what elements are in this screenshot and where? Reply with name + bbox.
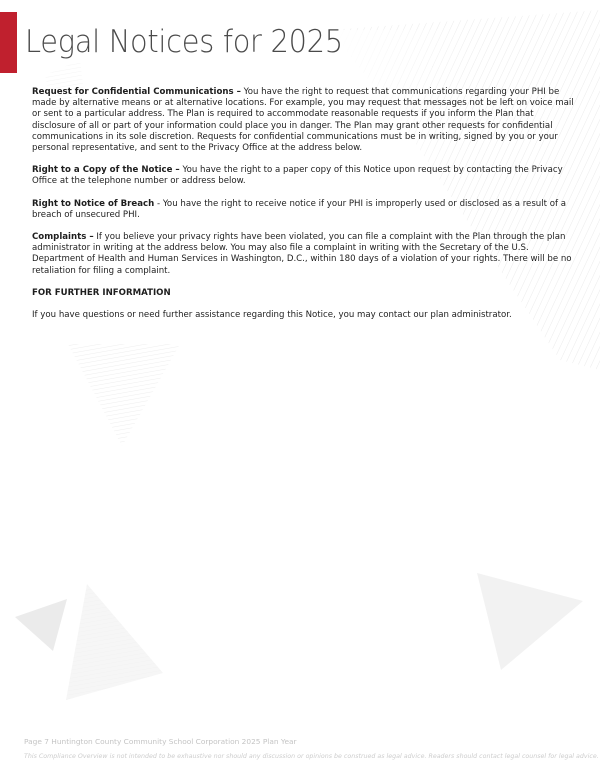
accent-bar bbox=[0, 12, 17, 73]
right-triangle-shape bbox=[477, 573, 583, 670]
document-body bbox=[32, 87, 577, 332]
section-heading: Right to Notice of Breach bbox=[32, 198, 155, 209]
footer-page-line: Page 7 Huntington County Community School Corporation 2025 Plan Year bbox=[24, 737, 297, 746]
section-copy-of-notice bbox=[32, 165, 577, 187]
section-text: You have the right to request that communications regarding your PHI be made by alternative means or at alternative locations. For example, you may request that messages not be left on voice mail or sent to a particular address. The Plan is required to accommodate reasonable requests if you inform the Plan that disclosure of all or part of your information could place you in danger. The Plan may grant other requests for confidential communications in its sole discretion. Requests for confidential communications must be in writing, signed by you or your personal representative, and sent to the Privacy Office at the address below. bbox=[32, 87, 574, 154]
section-heading: FOR FURTHER INFORMATION bbox=[32, 287, 171, 298]
section-heading: Right to a Copy of the Notice – bbox=[32, 165, 180, 176]
footer-disclaimer: This Compliance Overview is not intended to be exhaustive nor should any discussion or opinions be construed as legal advice. Readers should contact legal counsel for legal advice. bbox=[24, 753, 599, 760]
section-heading: Request for Confidential Communications – bbox=[32, 87, 241, 97]
section-text: If you believe your privacy rights have been violated, you can file a complaint with the Plan through the plan administrator in writing at the address below. You may also file a complaint in writing with the Secretary of the U.S. Department of Health and Human Services in Washington, D.C., within 180 days of a violation of your rights. There will be no retaliation for filing a complaint. bbox=[32, 232, 572, 276]
section-text: If you have questions or need further assistance regarding this Notice, you may contact our plan administrator. bbox=[32, 310, 512, 321]
section-notice-of-breach bbox=[32, 199, 577, 221]
small-triangle-shape bbox=[15, 599, 67, 651]
section-text: - You have the right to receive notice if your PHI is improperly used or disclosed as a result of a breach of unsecured PHI. bbox=[32, 198, 567, 220]
section-further-information-heading bbox=[32, 288, 577, 299]
section-complaints bbox=[32, 232, 577, 277]
section-heading: Complaints – bbox=[32, 232, 94, 243]
section-further-information-text bbox=[32, 310, 577, 321]
inverted-triangle-shape bbox=[68, 344, 180, 446]
section-text: You have the right to a paper copy of this Notice upon request by contacting the Privacy Office at the telephone number or address below. bbox=[32, 165, 563, 187]
section-confidential-communications bbox=[32, 87, 577, 154]
page-title: Legal Notices for 2025 bbox=[25, 24, 343, 60]
